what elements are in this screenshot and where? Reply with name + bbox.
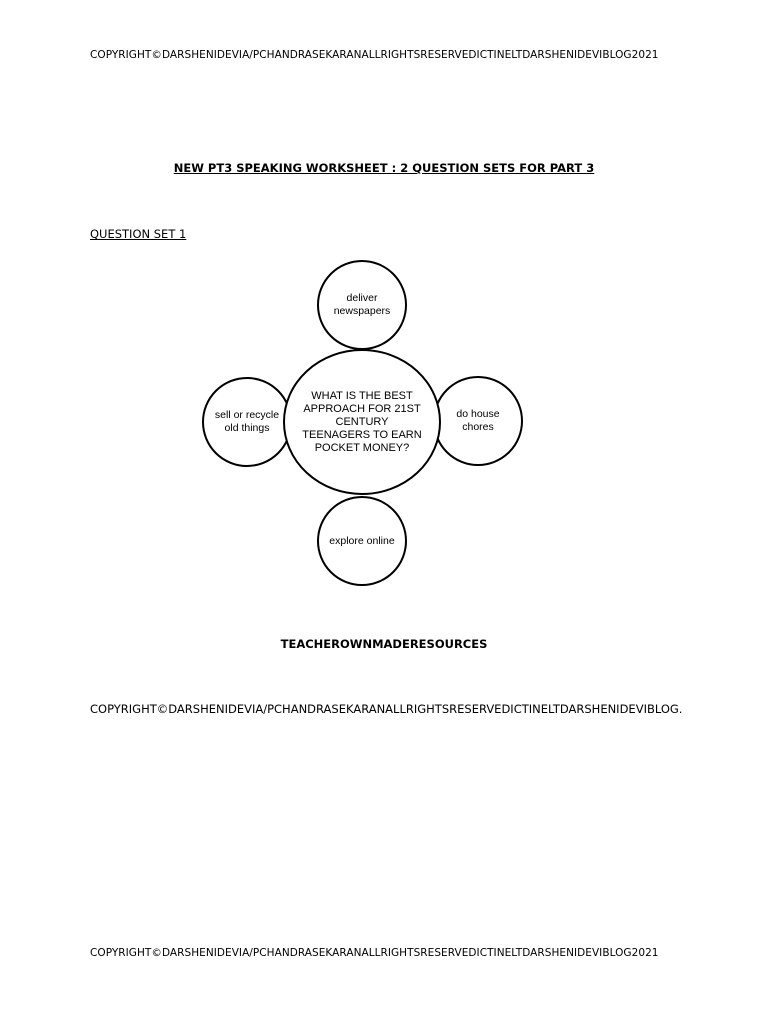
right-node-label: do house chores [456,408,500,433]
mind-map-diagram [195,252,535,592]
worksheet-title: NEW PT3 SPEAKING WORKSHEET : 2 QUESTION SETS FOR PART 3 [173,161,595,175]
center-question-label: WHAT IS THE BEST APPROACH FOR 21ST CENTURY TEENAGERS TO EARN POCKET MONEY? [302,389,422,454]
left-node-label: sell or recycle old things [214,409,280,434]
top-node-label: deliver newspapers [333,292,391,317]
header-copyright: COPYRIGHT©DARSHENIDEVIA/PCHANDRASEKARANALLRIGHTSRESERVEDICTINELTDARSHENIDEVIBLOG2021 [90,49,659,61]
bottom-node-label: explore online [329,534,395,547]
question-set-label: QUESTION SET 1 [90,227,187,241]
body-copyright: COPYRIGHT©DARSHENIDEVIA/PCHANDRASEKARANALLRIGHTSRESERVEDICTINELTDARSHENIDEVIBLOG. [90,702,683,716]
teacher-resources-label: TEACHEROWNMADERESOURCES [280,637,488,651]
footer-copyright: COPYRIGHT©DARSHENIDEVIA/PCHANDRASEKARANALLRIGHTSRESERVEDICTINELTDARSHENIDEVIBLOG2021 [90,947,659,959]
